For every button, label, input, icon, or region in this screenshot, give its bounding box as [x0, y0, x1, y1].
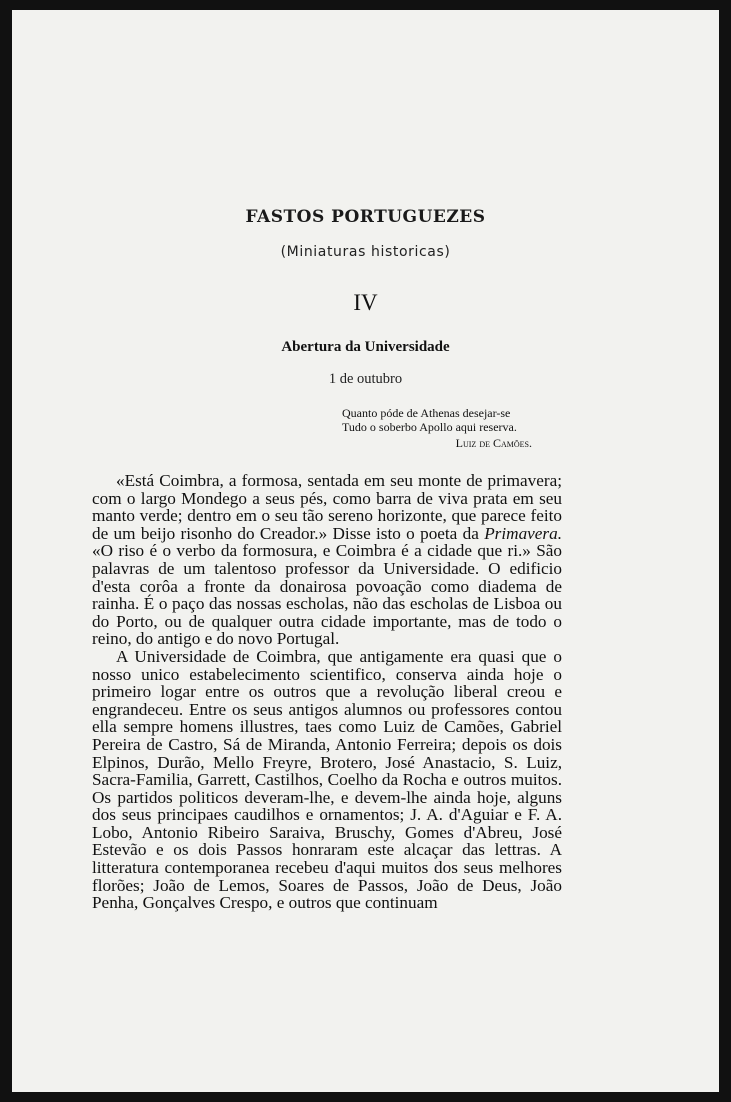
italic-title: Primavera. — [484, 523, 562, 543]
page-title: FASTOS PORTUGUEZES — [245, 207, 486, 227]
section-date: 1 de outubro — [328, 371, 403, 387]
section-title: Abertura da Universidade — [281, 339, 450, 355]
paragraph — [92, 472, 562, 648]
book-page — [12, 10, 719, 1092]
epigraph-line: Quanto póde de Athenas desejar-se — [342, 406, 511, 420]
epigraph — [342, 406, 532, 450]
paragraph-text: «O riso é o verbo da formosura, e Coimbra é a cidade que ri.» São palavras de um talentoso professor da Universidade. O edificio d'esta corôa a fronte da donairosa povoação como diadema de rainha. É o paço das nossas escholas, não das escholas de Lisboa ou do Porto, ou de qualquer outra cidade importante, mas de todo o reino, do antigo e do novo Portugal. — [92, 541, 562, 649]
paragraph-text: «Está Coimbra, a formosa, sentada em seu monte de primavera; com o largo Mondego a seus pés, como barra de viva prata em seu manto verde; dentro em o seu tão sereno horizonte, que parece feito de um beijo risonho do Creador.» Disse isto o poeta da — [92, 471, 562, 543]
page-subtitle: (Miniaturas historicas) — [280, 244, 451, 260]
epigraph-line: Tudo o soberbo Apollo aqui reserva. — [342, 420, 517, 434]
section-number: IV — [353, 290, 378, 315]
epigraph-author: Luiz de Camões. — [455, 436, 532, 450]
body-text — [92, 472, 562, 912]
paragraph: A Universidade de Coimbra, que antigamente era quasi que o nosso unico estabelecimento scientifico, conserva ainda hoje o primeiro logar entre os outros que a revolução liberal creou e engrandeceu. Entre os seus antigos alumnos ou professores contou ella sempre homens illustres, taes como Luiz de Camões, Gabriel Pereira de Castro, Sá de Miranda, Antonio Ferreira; depois os dois Elpinos, Durão, Mello Freyre, Brotero, José Anastacio, S. Luiz, Sacra-Familia, Garrett, Castilhos, Coelho da Rocha e outros muitos. Os partidos politicos deveram-lhe, e devem-lhe ainda hoje, alguns dos seus principaes caudilhos e ornamentos; J. A. d'Aguiar e F. A. Lobo, Antonio Ribeiro Saraiva, Bruschy, Gomes d'Abreu, José Estevão e os dois Passos honraram este alcaçar das lettras. A litteratura contemporanea recebeu d'aqui muitos dos seus melhores florões; João de Lemos, Soares de Passos, João de Deus, João Penha, Gonçalves Crespo, e outros que continuam — [92, 646, 562, 913]
